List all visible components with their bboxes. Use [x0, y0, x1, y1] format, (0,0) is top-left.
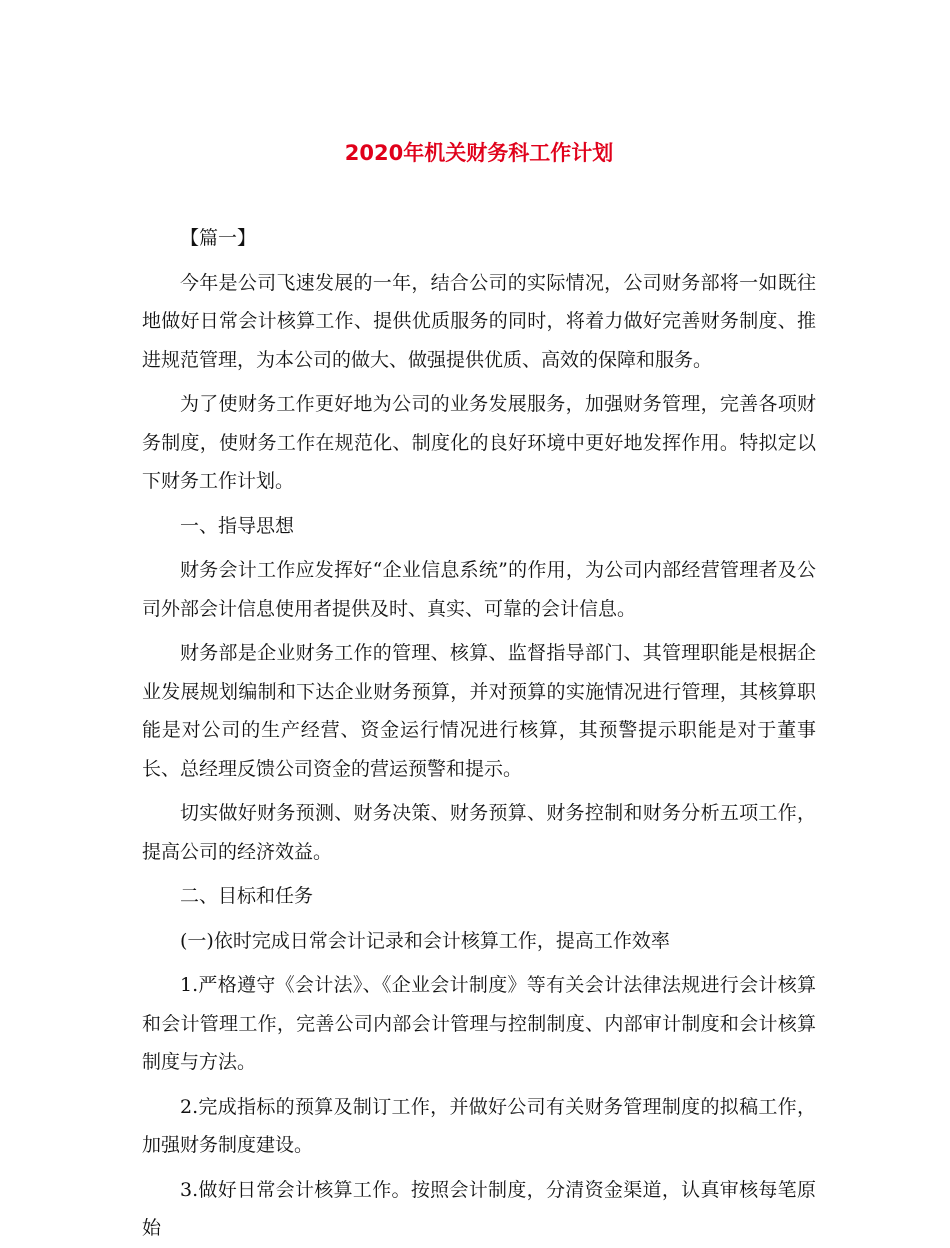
- heading-guiding-principle: 一、指导思想: [180, 514, 295, 537]
- heading-goals-tasks: 二、目标和任务: [180, 885, 314, 907]
- purpose-paragraph: 为了使财务工作更好地为公司的业务发展服务，加强财务管理，完善各项财务制度，使财务工作在规范化、制度化的良好环境中更好地发挥作用。特拟定以下财务工作计划。: [142, 393, 816, 492]
- document-title: 2020年机关财务科工作计划: [344, 141, 614, 165]
- section-heading-part-one: 【篇一】: [180, 227, 257, 249]
- list-item-2: 2.完成指标的预算及制订工作，并做好公司有关财务管理制度的拟稿工作，加强财务制度建设。: [142, 1095, 816, 1156]
- list-item-3: 3.做好日常会计核算工作。按照会计制度，分清资金渠道，认真审核每笔原始: [142, 1178, 816, 1239]
- guiding-principle-paragraph: 财务会计工作应发挥好“企业信息系统”的作用，为公司内部经营管理者及公司外部会计信息使用者提供及时、真实、可靠的会计信息。: [142, 559, 816, 620]
- five-tasks-paragraph: 切实做好财务预测、财务决策、财务预算、财务控制和财务分析五项工作，提高公司的经济效益。: [142, 802, 816, 863]
- document-body: [142, 219, 816, 1248]
- subheading-daily-accounting: (一)依时完成日常会计记录和会计核算工作，提高工作效率: [180, 929, 670, 952]
- intro-paragraph: 今年是公司飞速发展的一年，结合公司的实际情况，公司财务部将一如既往地做好日常会计核算工作、提供优质服务的同时，将着力做好完善财务制度、推进规范管理，为本公司的做大、做强提供优质、高效的保障和服务。: [142, 271, 816, 371]
- department-role-paragraph: 财务部是企业财务工作的管理、核算、监督指导部门、其管理职能是根据企业发展规划编制和下达企业财务预算，并对预算的实施情况进行管理，其核算职能是对公司的生产经营、资金运行情况进行核算，其预警提示职能是对于董事长、总经理反馈公司资金的营运预警和提示。: [142, 642, 816, 780]
- list-item-1: 1.严格遵守《会计法》、《企业会计制度》等有关会计法律法规进行会计核算和会计管理工作，完善公司内部会计管理与控制制度、内部审计制度和会计核算制度与方法。: [142, 974, 816, 1073]
